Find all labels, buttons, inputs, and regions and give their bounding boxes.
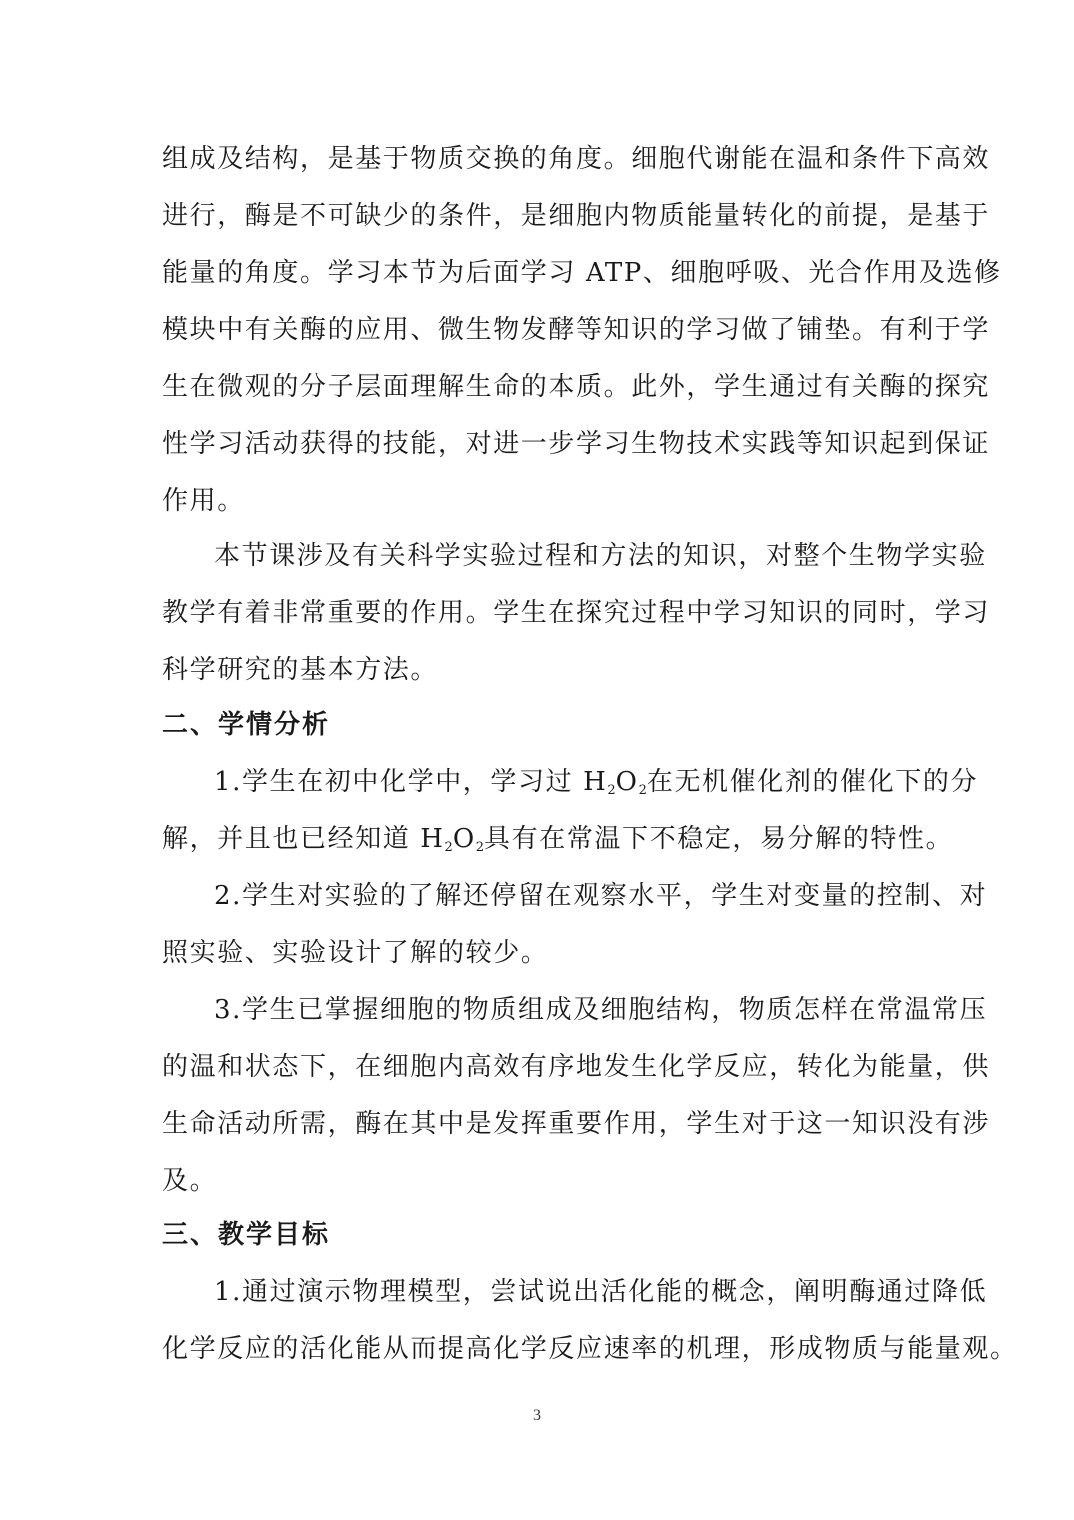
page-number: 3 [533,1407,541,1424]
formula-subscript: 2 [638,783,647,798]
formula-subscript: 2 [607,783,616,798]
paragraph-line: 教学有着非常重要的作用。学生在探究过程中学习知识的同时，学习 [162,598,991,628]
text-span: 1.学生在初中化学中，学习过 [214,767,584,797]
section-heading-teaching-objectives: 三、教学目标 [162,1220,331,1250]
text-span: 具有在常温下不稳定，易分解的特性。 [484,824,954,854]
paragraph-line: 本节课涉及有关科学实验过程和方法的知识，对整个生物学实验 [214,541,987,571]
formula-element: O [615,767,639,797]
text-span: 解，并且也已经知道 [162,824,421,854]
paragraph-line: 3.学生已掌握细胞的物质组成及细胞结构，物质怎样在常温常压 [214,995,988,1025]
paragraph-line: 模块中有关酶的应用、微生物发酵等知识的学习做了铺垫。有利于学 [162,315,991,345]
formula-element: O [452,824,476,854]
paragraph-line: 进行，酶是不可缺少的条件，是细胞内物质能量转化的前提，是基于 [162,201,991,231]
formula-element: H [420,824,445,854]
paragraph-line: 组成及结构，是基于物质交换的角度。细胞代谢能在温和条件下高效 [162,144,991,174]
chemical-formula [583,767,647,797]
paragraph-line: 性学习活动获得的技能，对进一步学习生物技术实践等知识起到保证 [162,429,991,459]
paragraph-line: 及。 [162,1166,218,1196]
paragraph-line: 的温和状态下，在细胞内高效有序地发生化学反应，转化为能量，供 [162,1052,991,1082]
paragraph-line: 能量的角度。学习本节为后面学习 ATP、细胞呼吸、光合作用及选修 [162,258,1002,288]
chemical-formula [420,824,484,854]
paragraph-line: 作用。 [162,486,245,516]
formula-element: H [583,767,608,797]
paragraph-line: 生命活动所需，酶在其中是发挥重要作用，学生对于这一知识没有涉 [162,1109,991,1139]
paragraph-line [162,822,954,856]
formula-subscript: 2 [475,840,485,855]
paragraph-line: 1.通过演示物理模型，尝试说出活化能的概念，阐明酶通过降低 [214,1277,988,1307]
paragraph-line: 化学反应的活化能从而提高化学反应速率的机理，形成物质与能量观。 [162,1334,1018,1364]
section-heading-student-analysis: 二、学情分析 [162,710,331,740]
text-span: 在无机催化剂的催化下的分 [646,767,979,797]
paragraph-line: 2.学生对实验的了解还停留在观察水平，学生对变量的控制、对 [214,881,988,911]
paragraph-line [214,765,979,799]
formula-subscript: 2 [444,840,453,855]
paragraph-line: 生在微观的分子层面理解生命的本质。此外，学生通过有关酶的探究 [162,372,991,402]
paragraph-line: 科学研究的基本方法。 [162,655,439,685]
paragraph-line: 照实验、实验设计了解的较少。 [162,938,549,968]
